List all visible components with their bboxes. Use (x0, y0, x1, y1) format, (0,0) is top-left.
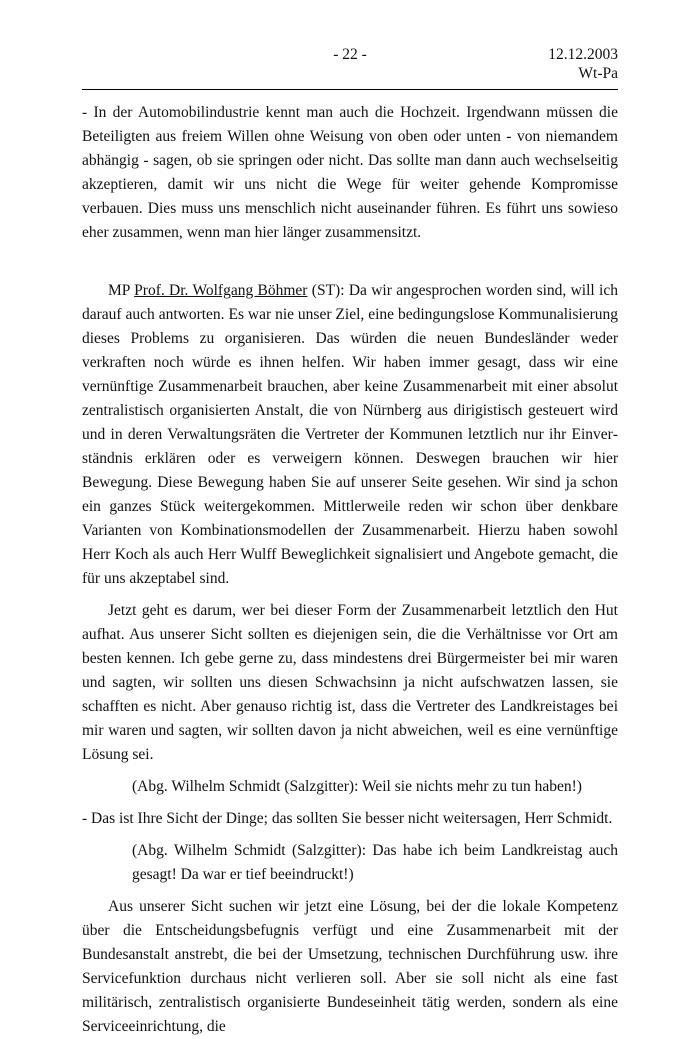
interjection: (Abg. Wilhelm Schmidt (Salzgitter): Das habe ich beim Landkreistag auch gesagt! Da war er tief beeindruckt!) (132, 842, 618, 883)
document-code: Wt-Pa (578, 65, 618, 82)
interjection: (Abg. Wilhelm Schmidt (Salzgitter): Weil sie nichts mehr zu tun haben!) (132, 778, 582, 795)
paragraph: Jetzt geht es darum, wer bei dieser Form der Zusammenarbeit letztlich den Hut aufhat. Aus unserer Sicht sollten es diejenigen sein, die die Verhältnisse vor Ort am besten kennen. Ich gebe gerne zu, dass mindestens drei Bürgermeister bei mir waren und sagten, wir sollten uns diesen Schwachsinn ja nicht aufschwatzen lassen, sie schafften es nicht. Aber genauso richtig ist, dass die Vertreter des Landkreistages bei mir waren und sagten, wir sollten davon ja nicht abweichen, weil es eine vernünftige Lösung sei. (82, 602, 618, 763)
spacer (82, 887, 618, 895)
speaker-paragraph (82, 279, 618, 591)
paragraph: Aus unserer Sicht suchen wir jetzt eine Lösung, bei der die lokale Kompetenz über die Entscheidungsbefugnis verfügt und eine Zusammenarbeit mit der Bundesanstalt anstrebt, die bei der Umsetzung, technischen Durchführung usw. ihre Servicefunktion durchaus nicht verlieren soll. Aber sie soll nicht als eine fast militärisch, zentralistisch organisierte Bundeseinheit tätig werden, sondern als eine Serviceeinrichtung, die (82, 898, 618, 1035)
speech-text: (ST): Da wir angesprochen worden sind, will ich darauf auch antworten. Es war nie unser Ziel, eine bedingungslose Kommunalisierung dieses Problems zu organisieren. Das würden die neuen Bundesländer weder verkraften noch würde es ihnen helfen. Wir haben immer gesagt, dass wir eine vernünftige Zusammenarbeit brauchen, aber keine Zusammenarbeit mit einer absolut zentralistisch organisierten Anstalt, die von Nürnberg aus dirigistisch gesteuert wird und in deren Verwaltungsräten die Vertreter der Kommunen letztlich nur ihr Einverständnis erklären oder es verweigern können. Deswegen brauchen wir hier Bewegung. Diese Bewegung haben Sie auf unserer Seite gesehen. Wir sind ja schon ein ganzes Stück weitergekommen. Mittlerweile reden wir schon über denkbare Varianten von Kombinationsmodellen der Zusammenarbeit. Hierzu haben sowohl Herr Koch als auch Herr Wulff Beweglichkeit signalisiert und Angebote gemacht, die für uns akzeptabel sind. (82, 282, 618, 587)
page-number: - 22 - (333, 46, 367, 63)
spacer (82, 799, 618, 807)
spacer (82, 245, 618, 279)
paragraph: - In der Automobilindustrie kennt man auch die Hochzeit. Irgendwann müssen die Beteiligten aus freiem Willen ohne Weisung von oben oder unten - von niemandem abhängig - sagen, ob sie springen oder nicht. Das sollte man dann auch wechselseitig akzeptieren, damit wir uns nicht die Wege für weiter gehende Kompromisse verbauen. Dies muss uns menschlich nicht auseinander führen. Es führt uns sowieso eher zusammen, wenn man hier länger zusammensitzt. (82, 104, 618, 241)
paragraph: - Das ist Ihre Sicht der Dinge; das sollten Sie besser nicht weitersagen, Herr Schmidt. (82, 810, 613, 827)
spacer (82, 591, 618, 599)
spacer (82, 767, 618, 775)
page-header (82, 46, 618, 90)
spacer (82, 831, 618, 839)
speaker-prefix: MP (108, 282, 135, 299)
header-rule (82, 89, 618, 90)
document-body (82, 101, 618, 1039)
document-date: 12.12.2003 (548, 46, 618, 63)
speaker-name: Prof. Dr. Wolfgang Böhmer (134, 282, 308, 299)
